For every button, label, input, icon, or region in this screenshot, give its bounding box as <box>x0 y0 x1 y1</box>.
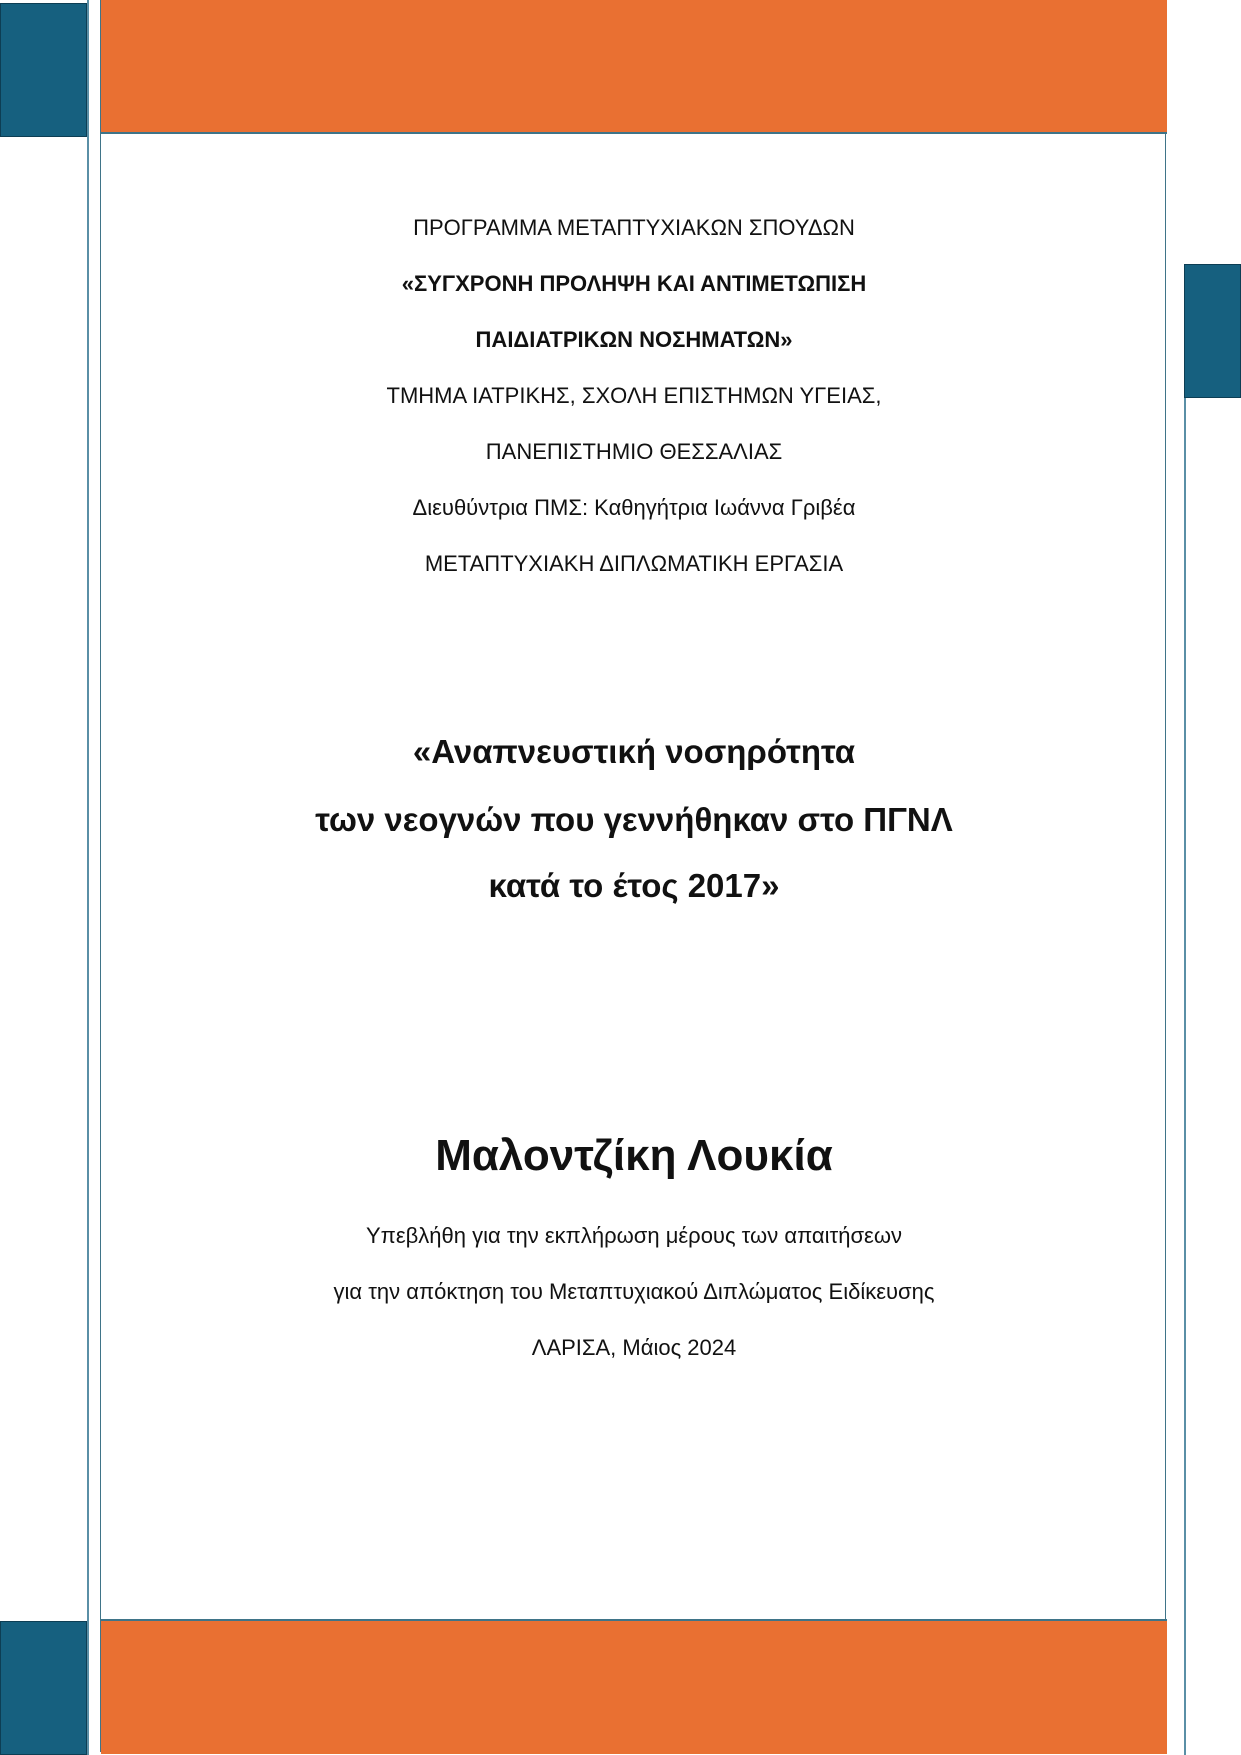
submission-line-1: Υπεβλήθη για την εκπλήρωση μέρους των απαιτήσεων <box>365 1223 903 1248</box>
director-line: Διευθύντρια ΠΜΣ: Καθηγήτρια Ιωάννα Γριβέα <box>412 495 856 520</box>
bottom-left-blue-block <box>0 1621 87 1755</box>
left-decorative-rule <box>87 0 89 1755</box>
program-name-line-2: ΠΑΙΔΙΑΤΡΙΚΩΝ ΝΟΣΗΜΑΤΩΝ» <box>475 327 793 352</box>
top-orange-band <box>101 0 1167 134</box>
thesis-title-line-3: κατά το έτος 2017» <box>488 867 780 904</box>
submission-line-2: για την απόκτηση του Μεταπτυχιακού Διπλώματος Ειδίκευσης <box>333 1279 935 1304</box>
thesis-title-line-2: των νεογνών που γεννήθηκαν στο ΠΓΝΛ <box>315 801 953 838</box>
top-left-blue-block <box>0 3 87 137</box>
university-line: ΠΑΝΕΠΙΣΤΗΜΙΟ ΘΕΣΣΑΛΙΑΣ <box>485 439 783 464</box>
right-decorative-rule <box>1184 264 1186 1755</box>
thesis-title-line-1: «Αναπνευστική νοσηρότητα <box>412 733 856 770</box>
right-blue-block <box>1184 264 1241 398</box>
program-name-line-1: «ΣΥΓΧΡΟΝΗ ΠΡΟΛΗΨΗ ΚΑΙ ΑΝΤΙΜΕΤΩΠΙΣΗ <box>401 271 867 296</box>
department-line: ΤΜΗΜΑ ΙΑΤΡΙΚΗΣ, ΣΧΟΛΗ ΕΠΙΣΤΗΜΩΝ ΥΓΕΙΑΣ, <box>386 383 882 408</box>
document-type-line: ΜΕΤΑΠΤΥΧΙΑΚΗ ΔΙΠΛΩΜΑΤΙΚΗ ΕΡΓΑΣΙΑ <box>424 551 844 576</box>
program-header: ΠΡΟΓΡΑΜΜΑ ΜΕΤΑΠΤΥΧΙΑΚΩΝ ΣΠΟΥΔΩΝ <box>413 215 855 240</box>
bottom-orange-band <box>101 1619 1167 1754</box>
author-name: Μαλοντζίκη Λουκία <box>435 1131 833 1180</box>
place-date-line: ΛΑΡΙΣΑ, Μάιος 2024 <box>531 1335 737 1360</box>
cover-page-content <box>101 132 1167 1619</box>
